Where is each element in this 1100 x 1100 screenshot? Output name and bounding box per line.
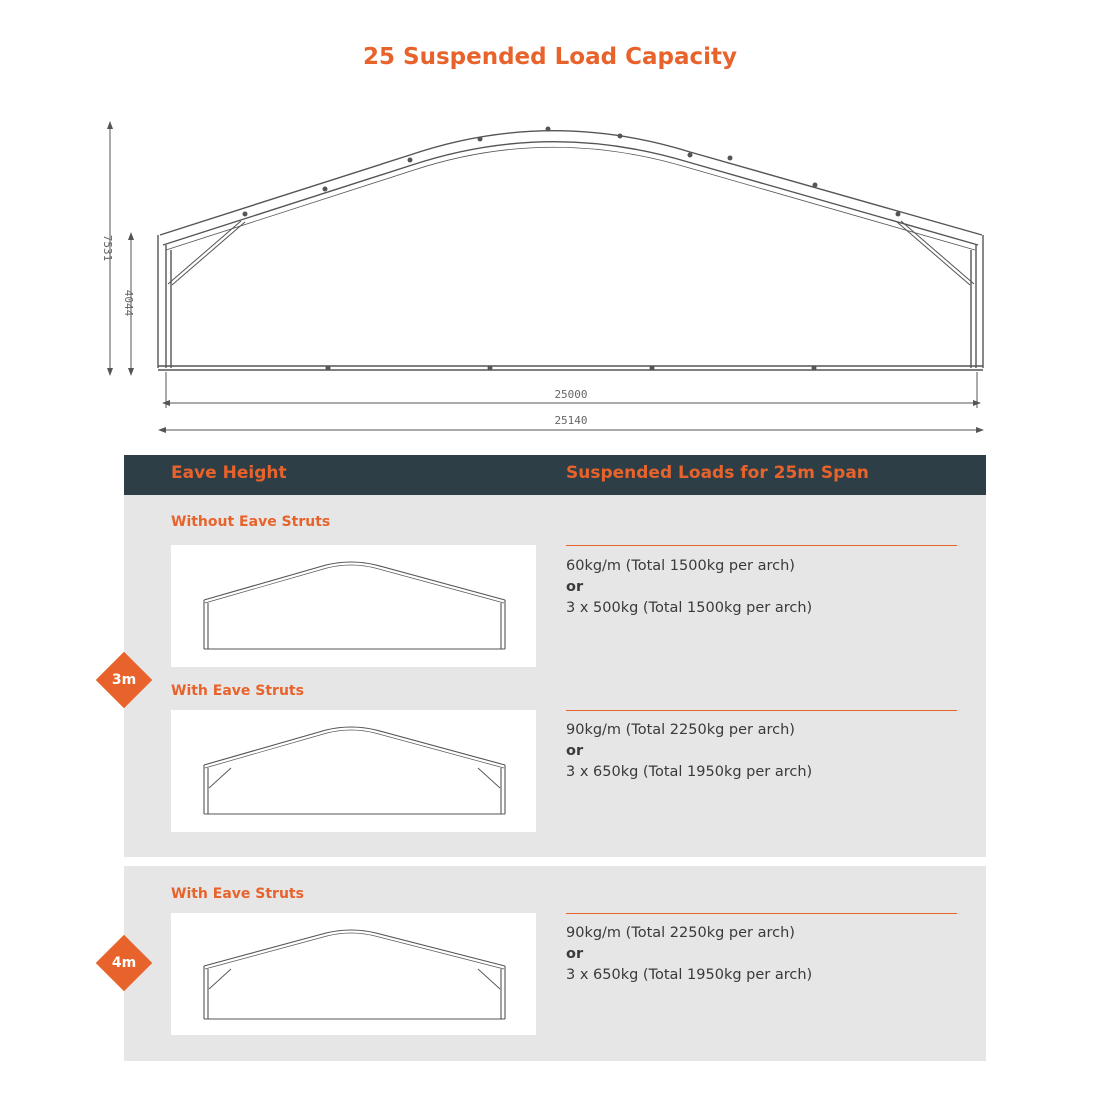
load-or: or — [566, 946, 584, 962]
load-line-2: 3 x 650kg (Total 1950kg per arch) — [566, 967, 813, 983]
eave-height-label-3m: 3m — [111, 672, 137, 688]
load-values — [566, 556, 812, 619]
load-line-1: 60kg/m (Total 1500kg per arch) — [566, 558, 795, 574]
span-inner-label: 25000 — [554, 388, 588, 401]
eave-height-label-4m: 4m — [111, 955, 137, 971]
row-divider — [566, 545, 957, 546]
load-line-1: 90kg/m (Total 2250kg per arch) — [566, 722, 795, 738]
arch-frame — [158, 131, 983, 370]
arch-thumbnail-no-struts — [171, 545, 536, 667]
load-values — [566, 720, 812, 783]
row-subtitle: Without Eave Struts — [171, 514, 331, 530]
load-values — [566, 923, 812, 986]
header-eave-height: Eave Height — [171, 463, 287, 483]
eave-height-label: 4044 — [122, 289, 135, 317]
arch-thumbnail-with-struts-4m — [171, 913, 536, 1035]
row-subtitle: With Eave Struts — [171, 886, 304, 902]
load-or: or — [566, 579, 584, 595]
span-outer-label: 25140 — [554, 414, 588, 427]
load-or: or — [566, 743, 584, 759]
load-line-2: 3 x 500kg (Total 1500kg per arch) — [566, 600, 813, 616]
structure-elevation-drawing — [0, 100, 1100, 450]
row-divider — [566, 913, 957, 914]
row-divider — [566, 710, 957, 711]
load-line-1: 90kg/m (Total 2250kg per arch) — [566, 925, 795, 941]
arch-thumbnail-with-struts — [171, 710, 536, 832]
overall-height-label: 7531 — [101, 234, 114, 262]
page-title: 25 Suspended Load Capacity — [363, 44, 737, 70]
roof-connector-marks — [243, 127, 901, 371]
row-subtitle: With Eave Struts — [171, 683, 304, 699]
load-line-2: 3 x 650kg (Total 1950kg per arch) — [566, 764, 813, 780]
header-suspended-loads: Suspended Loads for 25m Span — [566, 463, 869, 483]
table-header — [124, 455, 986, 495]
